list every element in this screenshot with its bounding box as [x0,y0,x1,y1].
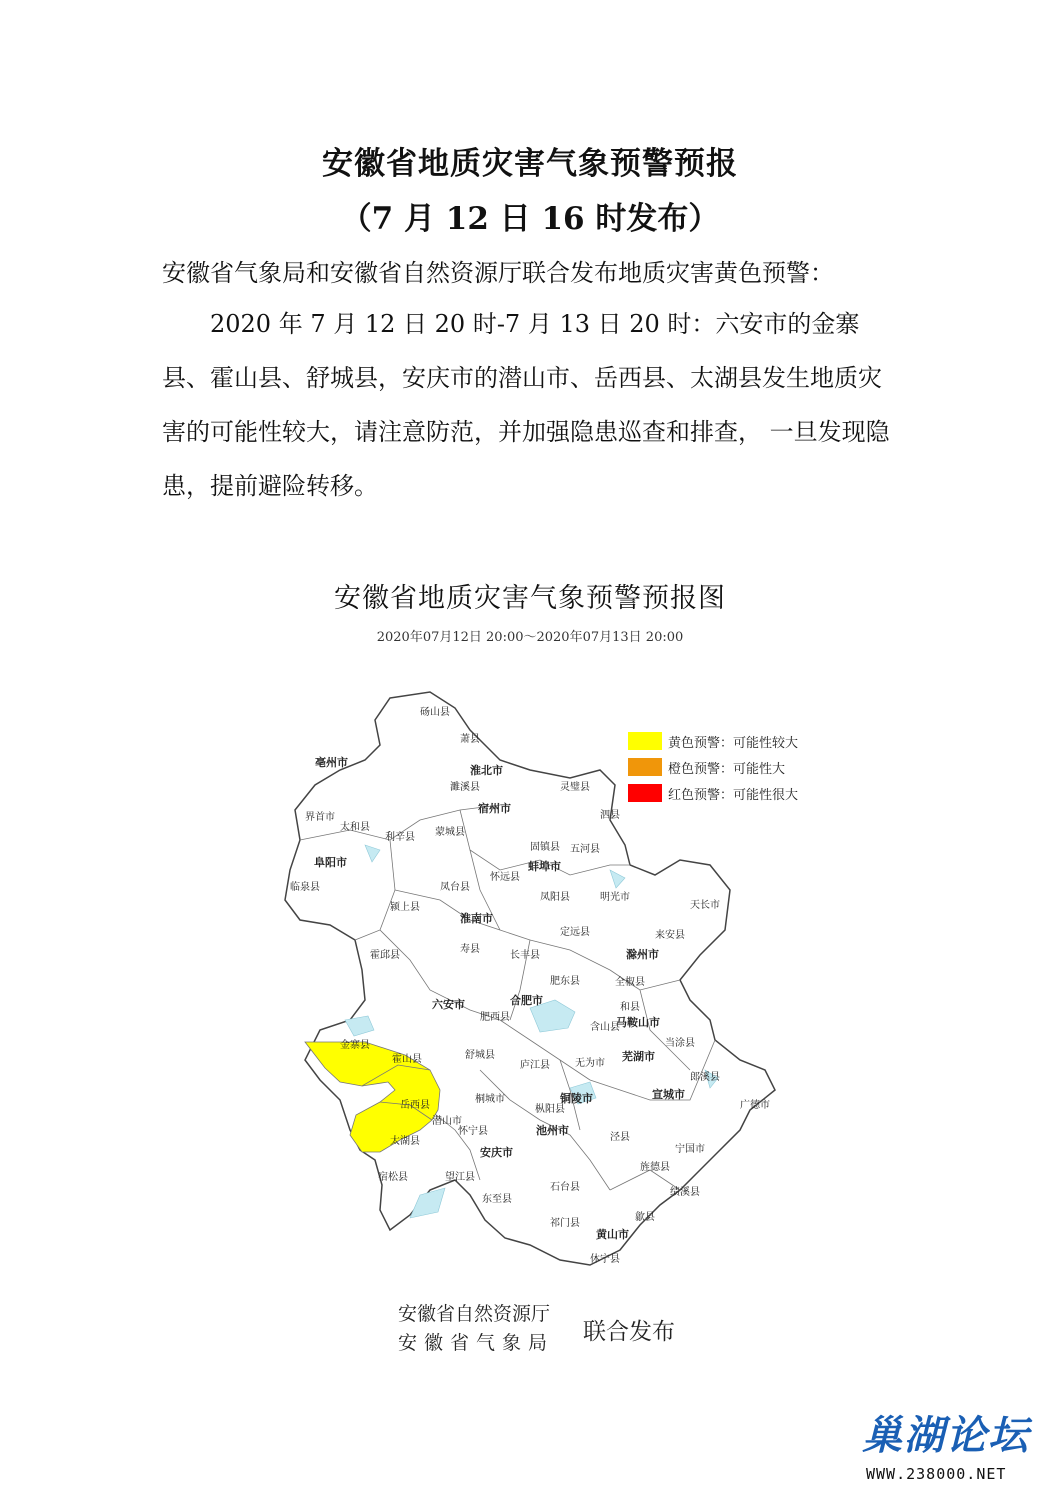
county-label-mengcheng: 蒙城县 [435,827,465,838]
legend-swatch-orange [628,758,662,776]
county-label-yingshang: 颍上县 [390,902,420,913]
legend-label-yellow: 黄色预警：可能性较大 [668,735,799,751]
map-period: 2020年07月12日 20:00～2020年07月13日 20:00 [376,630,684,645]
county-label-shucheng: 舒城县 [465,1050,495,1061]
county-label-jingxian: 泾县 [610,1132,630,1143]
county-label-dongzhi: 东至县 [482,1194,512,1205]
intro-paragraph: 安徽省气象局和安徽省自然资源厅联合发布地质灾害黄色预警： [162,259,834,287]
forum-logo: 巢湖论坛 [862,1413,1030,1459]
document-title: 安徽省地质灾害气象预警预报 [322,146,738,182]
county-label-susong: 宿松县 [378,1172,408,1183]
legend-label-orange: 橙色预警：可能性大 [668,761,786,777]
county-label-jinzhai: 金寨县 [340,1040,370,1051]
county-label-qianshan: 潜山市 [432,1116,462,1127]
county-label-feixi: 肥西县 [480,1012,510,1023]
city-label-suzhou: 宿州市 [478,802,511,815]
county-label-suixi: 濉溪县 [450,782,480,793]
county-label-quanjiao: 全椒县 [615,977,645,988]
county-label-lixin: 利辛县 [385,832,415,843]
city-label-huangshan: 黄山市 [596,1228,629,1241]
city-label-wuhu: 芜湖市 [622,1050,655,1063]
issuer-line-1: 安徽省自然资源厅 [398,1303,551,1325]
document-subtitle: （7 月 12 日 16 时发布） [340,201,720,237]
legend-swatch-red [628,784,662,802]
county-label-taihu: 太湖县 [390,1136,420,1147]
legend-item-orange [628,754,798,780]
county-label-tongcheng: 桐城市 [475,1094,505,1105]
county-label-xiaoxian: 萧县 [460,734,480,745]
city-label-huainan: 淮南市 [460,912,493,925]
county-label-guangde: 广德市 [740,1100,770,1111]
county-label-dangshan: 砀山县 [420,707,450,718]
city-label-luan: 六安市 [432,998,465,1011]
county-label-linquan: 临泉县 [290,882,320,893]
issuer-line-2: 安徽省气象局 [398,1332,555,1354]
county-label-qimen: 祁门县 [550,1218,580,1229]
county-label-wuhe: 五河县 [570,844,600,855]
county-label-ningguo: 宁国市 [675,1144,705,1155]
county-label-huaining: 怀宁县 [458,1126,488,1137]
city-label-maanshan: 马鞍山市 [616,1016,660,1029]
county-label-huoqiu: 霍邱县 [370,950,400,961]
county-label-hanshan: 含山县 [590,1022,620,1033]
legend-swatch-yellow [628,732,662,750]
forum-url: WWW.238000.NET [866,1465,1007,1483]
joint-release-label: 联合发布 [583,1319,675,1345]
county-label-dangtu: 当涂县 [665,1038,695,1049]
county-label-wuwei: 无为市 [575,1058,605,1069]
county-label-fengtai: 凤台县 [440,882,470,893]
county-label-jingde: 旌德县 [640,1162,670,1173]
city-label-huaibei: 淮北市 [470,764,503,777]
map-title: 安徽省地质灾害气象预警预报图 [334,583,726,614]
city-label-hefei: 合肥市 [510,994,543,1007]
city-label-anqing: 安庆市 [480,1146,513,1159]
county-label-huoshan: 霍山县 [392,1054,422,1065]
county-label-changfeng: 长丰县 [510,950,540,961]
county-label-hexian: 和县 [620,1002,640,1013]
warning-paragraph: 2020 年 7 月 12 日 20 时-7 月 13 日 20 时：六安市的金寨县、霍山县、舒城县，安庆市的潜山市、岳西县、太湖县发生地质灾害的可能性较大，请注意防范，并加强隐患巡查和排查， 一旦发现隐患，提前避险转移。 [162,310,890,500]
legend-item-red [628,780,798,806]
legend-label-red: 红色预警：可能性很大 [668,787,799,803]
county-label-langxi: 郎溪县 [690,1072,720,1083]
county-label-wangjiang: 望江县 [445,1172,475,1183]
county-label-jieshou: 界首市 [305,812,335,823]
county-label-sixian: 泗县 [600,810,620,821]
county-label-shouxian: 寿县 [460,944,480,955]
county-label-yuexi: 岳西县 [400,1100,430,1111]
map-legend [628,728,798,806]
legend-item-yellow [628,728,798,754]
issuer-block [398,1300,554,1358]
county-label-shexian: 歙县 [635,1212,655,1223]
city-label-tongling: 铜陵市 [560,1092,593,1105]
county-label-taihe: 太和县 [340,822,370,833]
city-label-chizhou: 池州市 [536,1124,569,1137]
county-label-jixi: 绩溪县 [670,1187,700,1198]
county-label-feidong: 肥东县 [550,976,580,987]
county-label-lujiang: 庐江县 [520,1060,550,1071]
city-label-bozhou: 亳州市 [315,756,348,769]
city-label-chuzhou: 滁州市 [626,948,659,961]
county-label-xiuning: 休宁县 [590,1254,620,1265]
city-label-fuyang: 阜阳市 [314,856,347,869]
county-label-lingbi: 灵璧县 [560,782,590,793]
county-label-dingyuan: 定远县 [560,927,590,938]
city-label-bengbu: 蚌埠市 [528,860,561,873]
county-label-shitai: 石台县 [550,1182,580,1193]
county-label-guzhen: 固镇县 [530,842,560,853]
county-label-zongyang: 枞阳县 [535,1104,565,1115]
county-label-tianchang: 天长市 [690,900,720,911]
county-label-mingguang: 明光市 [600,892,630,903]
city-label-xuancheng: 宣城市 [652,1088,685,1101]
county-label-laian: 来安县 [655,930,685,941]
county-label-huaiyuan: 怀远县 [490,872,520,883]
county-label-fengyang: 凤阳县 [540,892,570,903]
